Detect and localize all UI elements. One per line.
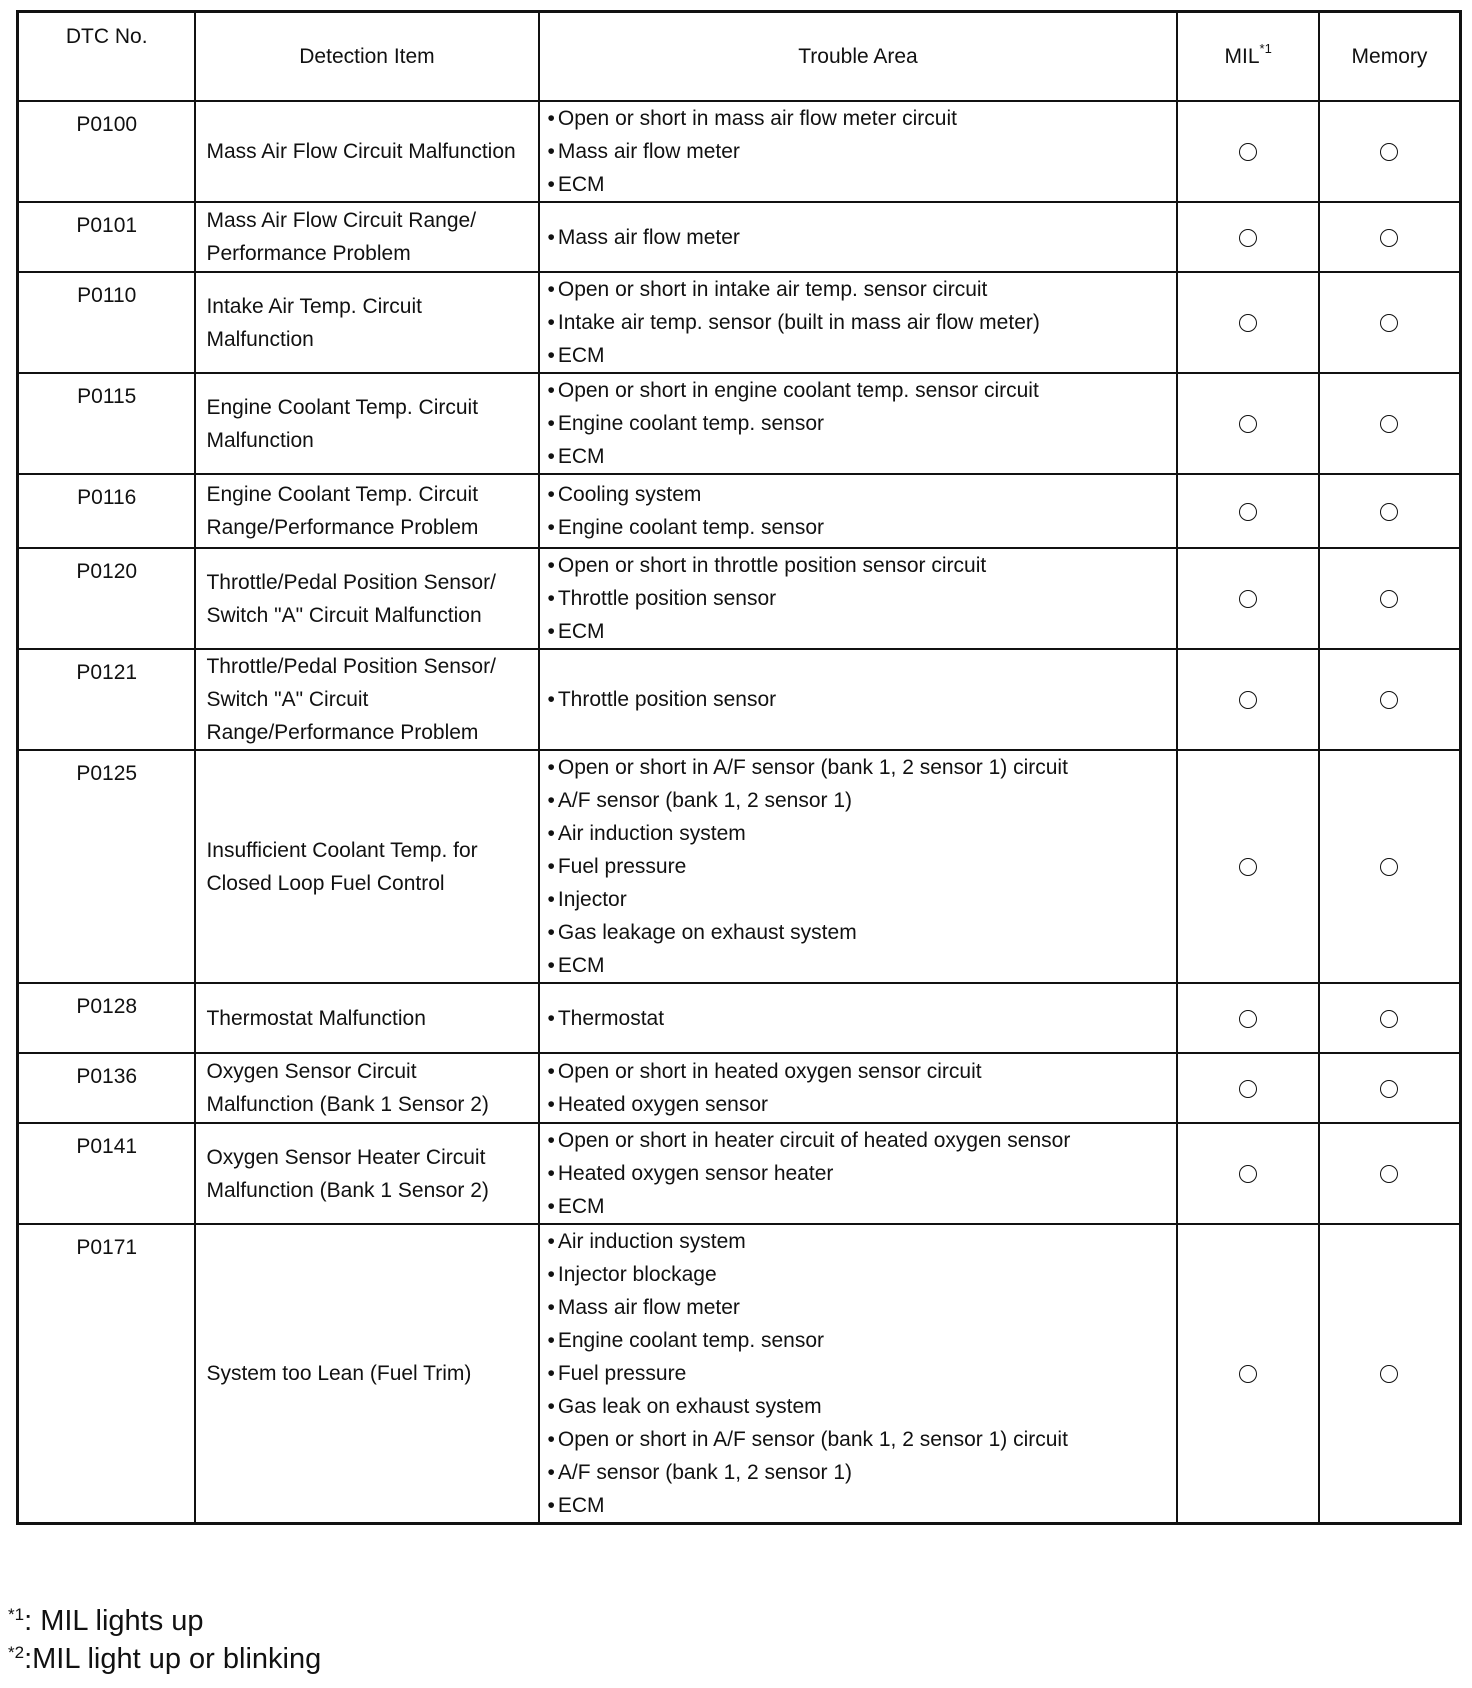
mil-circle-icon: [1239, 314, 1257, 332]
dtc-code: P0128: [18, 983, 196, 1053]
detection-item: Engine Coolant Temp. Circuit Malfunction: [195, 373, 538, 474]
memory-circle-icon: [1380, 314, 1398, 332]
dtc-code: P0100: [18, 101, 196, 202]
trouble-area-item: • Injector: [548, 883, 1169, 916]
mil-cell: [1177, 101, 1319, 202]
trouble-area-item: • Engine coolant temp. sensor: [548, 407, 1169, 440]
memory-circle-icon: [1380, 415, 1398, 433]
trouble-area-item: • Mass air flow meter: [548, 221, 1169, 254]
trouble-area-item: • Heated oxygen sensor heater: [548, 1157, 1169, 1190]
memory-circle-icon: [1380, 229, 1398, 247]
mil-circle-icon: [1239, 415, 1257, 433]
trouble-area: [539, 1224, 1178, 1524]
header-dtc-no: DTC No.: [18, 12, 196, 102]
detection-item: Insufficient Coolant Temp. for Closed Loop Fuel Control: [195, 750, 538, 983]
header-trouble-area: Trouble Area: [539, 12, 1178, 102]
dtc-code: P0115: [18, 373, 196, 474]
dtc-table: [16, 10, 1462, 1525]
mil-cell: [1177, 983, 1319, 1053]
table-row: [18, 750, 1461, 983]
mil-cell: [1177, 474, 1319, 548]
trouble-area-item: • Engine coolant temp. sensor: [548, 511, 1169, 544]
detection-item: Oxygen Sensor Heater Circuit Malfunction (Bank 1 Sensor 2): [195, 1123, 538, 1224]
trouble-area-item: • Open or short in throttle position sensor circuit: [548, 549, 1169, 582]
memory-cell: [1319, 983, 1461, 1053]
trouble-area-item: • Cooling system: [548, 478, 1169, 511]
memory-circle-icon: [1380, 691, 1398, 709]
table-row: [18, 474, 1461, 548]
mil-circle-icon: [1239, 229, 1257, 247]
trouble-area: [539, 983, 1178, 1053]
trouble-area: [539, 101, 1178, 202]
mil-circle-icon: [1239, 858, 1257, 876]
memory-cell: [1319, 1053, 1461, 1123]
dtc-code: P0116: [18, 474, 196, 548]
trouble-area: [539, 272, 1178, 373]
table-row: [18, 649, 1461, 750]
trouble-area-item: • ECM: [548, 615, 1169, 648]
trouble-area-item: • Open or short in A/F sensor (bank 1, 2 sensor 1) circuit: [548, 1423, 1169, 1456]
memory-cell: [1319, 474, 1461, 548]
detection-item: Mass Air Flow Circuit Malfunction: [195, 101, 538, 202]
trouble-area-item: • Open or short in engine coolant temp. sensor circuit: [548, 374, 1169, 407]
detection-item: Engine Coolant Temp. Circuit Range/Performance Problem: [195, 474, 538, 548]
mil-circle-icon: [1239, 691, 1257, 709]
footnote-text: : MIL lights up: [24, 1605, 204, 1637]
mil-circle-icon: [1239, 1080, 1257, 1098]
memory-cell: [1319, 750, 1461, 983]
table-body: [18, 101, 1461, 1524]
mil-cell: [1177, 1053, 1319, 1123]
detection-item: Intake Air Temp. Circuit Malfunction: [195, 272, 538, 373]
memory-circle-icon: [1380, 503, 1398, 521]
detection-item: Oxygen Sensor Circuit Malfunction (Bank 1 Sensor 2): [195, 1053, 538, 1123]
mil-circle-icon: [1239, 1010, 1257, 1028]
header-mil-footnote-mark: *1: [1259, 40, 1272, 56]
trouble-area-item: • Intake air temp. sensor (built in mass air flow meter): [548, 306, 1169, 339]
trouble-area: [539, 750, 1178, 983]
mil-circle-icon: [1239, 1365, 1257, 1383]
footnote-text: :MIL light up or blinking: [24, 1643, 322, 1675]
header-mil-label: MIL: [1224, 44, 1260, 68]
memory-cell: [1319, 1123, 1461, 1224]
mil-cell: [1177, 1224, 1319, 1524]
trouble-area-item: • ECM: [548, 168, 1169, 201]
trouble-area-item: • Open or short in intake air temp. sensor circuit: [548, 273, 1169, 306]
trouble-area-item: • Throttle position sensor: [548, 582, 1169, 615]
detection-item: Thermostat Malfunction: [195, 983, 538, 1053]
mil-cell: [1177, 1123, 1319, 1224]
mil-cell: [1177, 750, 1319, 983]
footnote-mark: *1: [8, 1605, 25, 1624]
trouble-area-item: • ECM: [548, 1489, 1169, 1522]
detection-item: Mass Air Flow Circuit Range/ Performance Problem: [195, 202, 538, 272]
trouble-area-item: • Open or short in heater circuit of heated oxygen sensor: [548, 1124, 1169, 1157]
trouble-area-item: • Air induction system: [548, 817, 1169, 850]
trouble-area-item: • Mass air flow meter: [548, 135, 1169, 168]
mil-cell: [1177, 202, 1319, 272]
trouble-area-item: • ECM: [548, 339, 1169, 372]
header-memory: Memory: [1319, 12, 1461, 102]
mil-circle-icon: [1239, 1165, 1257, 1183]
trouble-area-item: • Gas leak on exhaust system: [548, 1390, 1169, 1423]
dtc-code: P0101: [18, 202, 196, 272]
trouble-area: [539, 202, 1178, 272]
memory-circle-icon: [1380, 1080, 1398, 1098]
memory-cell: [1319, 101, 1461, 202]
trouble-area: [539, 474, 1178, 548]
dtc-code: P0141: [18, 1123, 196, 1224]
dtc-code: P0110: [18, 272, 196, 373]
table-row: [18, 1123, 1461, 1224]
mil-cell: [1177, 373, 1319, 474]
detection-item: System too Lean (Fuel Trim): [195, 1224, 538, 1524]
table-row: [18, 548, 1461, 649]
table-row: [18, 983, 1461, 1053]
table-row: [18, 272, 1461, 373]
mil-circle-icon: [1239, 143, 1257, 161]
trouble-area-item: • Air induction system: [548, 1225, 1169, 1258]
trouble-area: [539, 1123, 1178, 1224]
memory-cell: [1319, 548, 1461, 649]
trouble-area-item: • A/F sensor (bank 1, 2 sensor 1): [548, 784, 1169, 817]
trouble-area-item: • Gas leakage on exhaust system: [548, 916, 1169, 949]
trouble-area-item: • Mass air flow meter: [548, 1291, 1169, 1324]
mil-cell: [1177, 548, 1319, 649]
footnote-1: [8, 1602, 321, 1640]
memory-cell: [1319, 649, 1461, 750]
trouble-area-item: • Injector blockage: [548, 1258, 1169, 1291]
trouble-area-item: • Heated oxygen sensor: [548, 1088, 1169, 1121]
header-detection-item: Detection Item: [195, 12, 538, 102]
memory-cell: [1319, 202, 1461, 272]
memory-circle-icon: [1380, 1010, 1398, 1028]
table-row: [18, 202, 1461, 272]
mil-circle-icon: [1239, 590, 1257, 608]
memory-circle-icon: [1380, 1365, 1398, 1383]
dtc-code: P0121: [18, 649, 196, 750]
header-row: [18, 12, 1461, 102]
trouble-area-item: • Fuel pressure: [548, 1357, 1169, 1390]
memory-circle-icon: [1380, 590, 1398, 608]
dtc-code: P0171: [18, 1224, 196, 1524]
memory-cell: [1319, 373, 1461, 474]
mil-cell: [1177, 649, 1319, 750]
mil-cell: [1177, 272, 1319, 373]
trouble-area-item: • Open or short in mass air flow meter circuit: [548, 102, 1169, 135]
memory-circle-icon: [1380, 143, 1398, 161]
trouble-area: [539, 649, 1178, 750]
footnote-2: [8, 1640, 321, 1678]
table-row: [18, 101, 1461, 202]
trouble-area-item: • ECM: [548, 1190, 1169, 1223]
trouble-area: [539, 1053, 1178, 1123]
trouble-area-item: • A/F sensor (bank 1, 2 sensor 1): [548, 1456, 1169, 1489]
detection-item: Throttle/Pedal Position Sensor/ Switch "A" Circuit Range/Performance Problem: [195, 649, 538, 750]
dtc-code: P0136: [18, 1053, 196, 1123]
mil-circle-icon: [1239, 503, 1257, 521]
trouble-area-item: • ECM: [548, 440, 1169, 473]
trouble-area-item: • Open or short in A/F sensor (bank 1, 2 sensor 1) circuit: [548, 751, 1169, 784]
dtc-code: P0120: [18, 548, 196, 649]
trouble-area-item: • Throttle position sensor: [548, 683, 1169, 716]
trouble-area-item: • Fuel pressure: [548, 850, 1169, 883]
table-row: [18, 1053, 1461, 1123]
table-row: [18, 373, 1461, 474]
dtc-code: P0125: [18, 750, 196, 983]
header-mil: [1177, 12, 1319, 102]
trouble-area: [539, 373, 1178, 474]
trouble-area-item: • Open or short in heated oxygen sensor circuit: [548, 1055, 1169, 1088]
detection-item: Throttle/Pedal Position Sensor/ Switch "A" Circuit Malfunction: [195, 548, 538, 649]
memory-circle-icon: [1380, 1165, 1398, 1183]
table-row: [18, 1224, 1461, 1524]
footnotes: [8, 1602, 321, 1678]
trouble-area: [539, 548, 1178, 649]
memory-cell: [1319, 272, 1461, 373]
trouble-area-item: • Thermostat: [548, 1002, 1169, 1035]
memory-circle-icon: [1380, 858, 1398, 876]
memory-cell: [1319, 1224, 1461, 1524]
trouble-area-item: • Engine coolant temp. sensor: [548, 1324, 1169, 1357]
footnote-mark: *2: [8, 1643, 25, 1662]
trouble-area-item: • ECM: [548, 949, 1169, 982]
